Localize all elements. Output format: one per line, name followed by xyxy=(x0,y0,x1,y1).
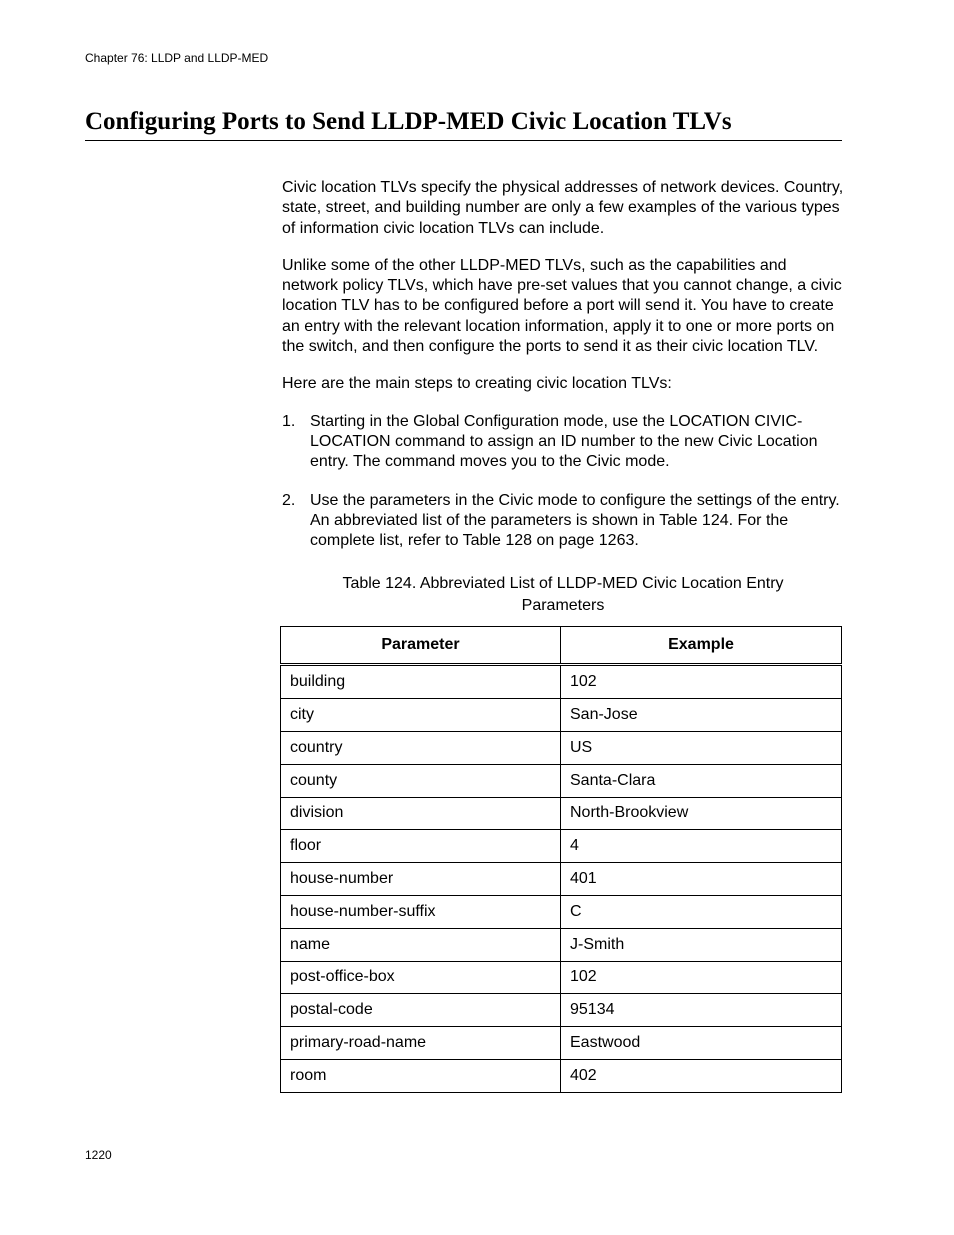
parameters-table xyxy=(280,626,842,1092)
step-item xyxy=(282,491,844,552)
example-cell: 401 xyxy=(561,863,842,896)
step-text: Starting in the Global Configuration mode, use the LOCATION CIVIC-LOCATION command to assign an ID number to the new Civic Location entry. The command moves you to the Civic mode. xyxy=(310,412,818,471)
body-column xyxy=(282,178,844,1093)
table-row xyxy=(281,863,842,896)
step-item xyxy=(282,412,844,473)
example-cell: 4 xyxy=(561,830,842,863)
parameter-cell: country xyxy=(281,732,561,765)
table-row xyxy=(281,896,842,929)
parameter-cell: name xyxy=(281,928,561,961)
step-number: 1. xyxy=(282,412,296,430)
example-cell: Santa-Clara xyxy=(561,764,842,797)
section-title: Configuring Ports to Send LLDP-MED Civic Location TLVs xyxy=(85,106,842,141)
example-cell: C xyxy=(561,896,842,929)
step-text: Use the parameters in the Civic mode to configure the settings of the entry. An abbreviated list of the parameters is shown in Table 124. For the complete list, refer to Table 128 on page 1263. xyxy=(310,491,840,550)
example-cell: US xyxy=(561,732,842,765)
example-cell: J-Smith xyxy=(561,928,842,961)
paragraph-steps-lead: Here are the main steps to creating civic location TLVs: xyxy=(282,375,672,393)
table-row xyxy=(281,699,842,732)
example-cell: Eastwood xyxy=(561,1027,842,1060)
parameter-cell: city xyxy=(281,699,561,732)
table-row xyxy=(281,1027,842,1060)
steps-list xyxy=(282,412,844,552)
paragraph-intro: Civic location TLVs specify the physical addresses of network devices. Country, state, street, and building number are only a few examples of the various types of information civic location TLVs can include. xyxy=(282,179,844,237)
example-cell: 102 xyxy=(561,961,842,994)
column-header-parameter: Parameter xyxy=(281,627,561,665)
parameter-cell: postal-code xyxy=(281,994,561,1027)
parameter-cell: floor xyxy=(281,830,561,863)
running-header: Chapter 76: LLDP and LLDP-MED xyxy=(85,51,269,65)
table-row xyxy=(281,732,842,765)
table-row xyxy=(281,994,842,1027)
parameter-cell: house-number-suffix xyxy=(281,896,561,929)
table-row xyxy=(281,961,842,994)
parameter-cell: house-number xyxy=(281,863,561,896)
parameter-cell: county xyxy=(281,764,561,797)
example-cell: North-Brookview xyxy=(561,797,842,830)
table-row xyxy=(281,797,842,830)
table-row xyxy=(281,665,842,699)
table-row xyxy=(281,830,842,863)
example-cell: 402 xyxy=(561,1060,842,1093)
parameter-cell: room xyxy=(281,1060,561,1093)
table-body xyxy=(281,665,842,1092)
table-caption: Table 124. Abbreviated List of LLDP-MED Civic Location Entry Parameters xyxy=(342,575,784,614)
table-row xyxy=(281,1060,842,1093)
column-header-example: Example xyxy=(561,627,842,665)
example-cell: 102 xyxy=(561,665,842,699)
example-cell: San-Jose xyxy=(561,699,842,732)
parameter-cell: division xyxy=(281,797,561,830)
step-number: 2. xyxy=(282,491,296,509)
parameter-cell: building xyxy=(281,665,561,699)
table-row xyxy=(281,928,842,961)
page-number: 1220 xyxy=(85,1148,112,1162)
table-header-row xyxy=(281,627,842,665)
table-row xyxy=(281,764,842,797)
example-cell: 95134 xyxy=(561,994,842,1027)
parameter-cell: primary-road-name xyxy=(281,1027,561,1060)
parameter-cell: post-office-box xyxy=(281,961,561,994)
paragraph-configuration: Unlike some of the other LLDP-MED TLVs, such as the capabilities and network policy TLVs, which have pre-set values that you cannot change, a civic location TLV has to be configured before a port will send it. You have to create an entry with the relevant location information, apply it to one or more ports on the switch, and then configure the ports to send it as their civic location TLV. xyxy=(282,256,842,356)
